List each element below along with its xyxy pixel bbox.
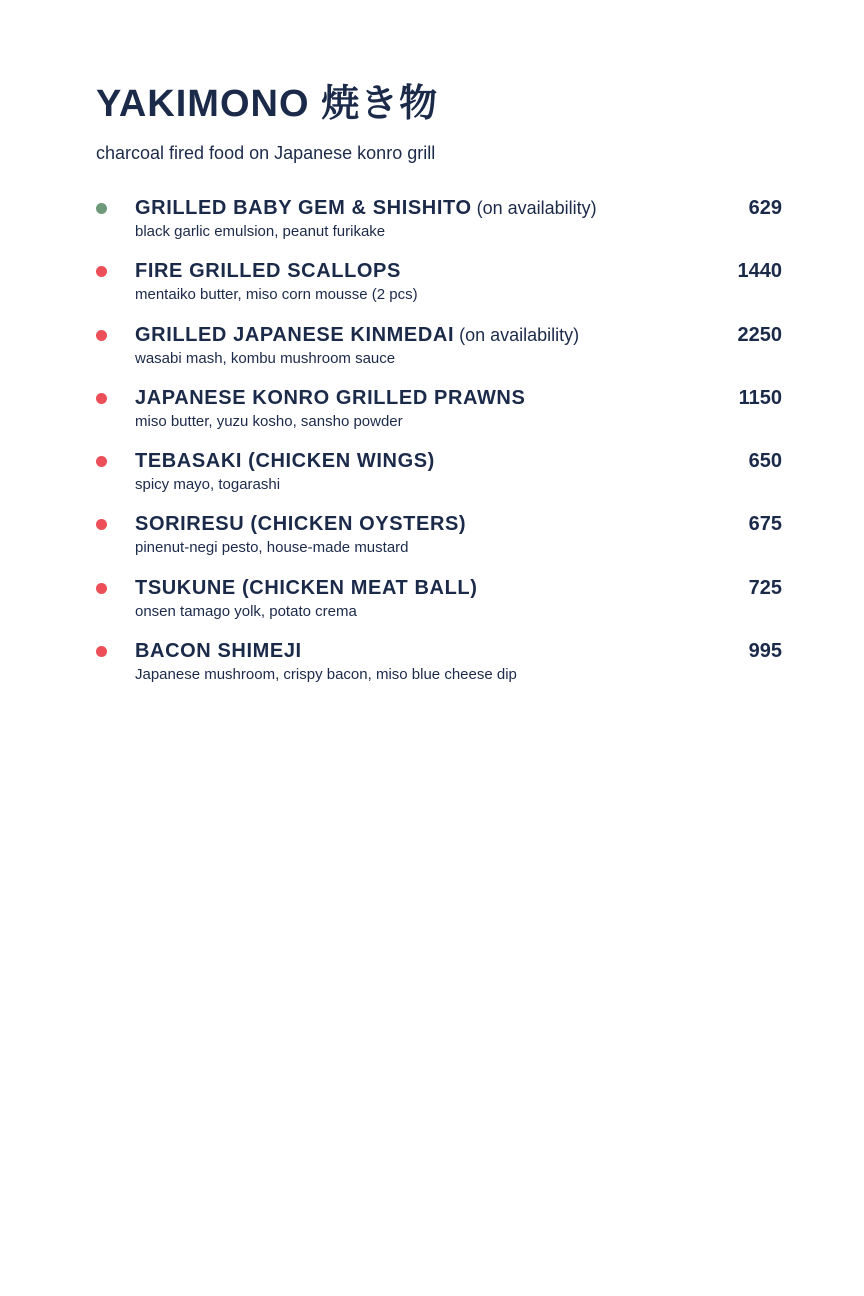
item-price: 629 (748, 197, 782, 219)
item-name-line (135, 637, 302, 667)
item-description: miso butter, yuzu kosho, sansho powder (135, 412, 403, 430)
menu-list (0, 194, 864, 700)
item-name: BACON SHIMEJI (135, 640, 302, 663)
menu-item (0, 637, 864, 700)
item-price: 1440 (737, 260, 782, 283)
item-name: TEBASAKI (CHICKEN WINGS) (135, 450, 435, 473)
section-title: YAKIMONO 焼き物 (96, 83, 439, 125)
section-subtitle: charcoal fired food on Japanese konro grill (96, 143, 436, 163)
item-name-line (135, 447, 435, 477)
menu-item (0, 321, 864, 384)
item-name-line (135, 384, 525, 414)
menu-item (0, 447, 864, 510)
non-veg-indicator-icon (96, 583, 107, 594)
item-name: JAPANESE KONRO GRILLED PRAWNS (135, 386, 526, 409)
non-veg-indicator-icon (96, 646, 107, 657)
menu-item (0, 510, 864, 573)
menu-item (0, 384, 864, 447)
item-name: TSUKUNE (CHICKEN MEAT BALL) (135, 576, 478, 599)
item-name: GRILLED BABY GEM & SHISHITO (135, 197, 472, 219)
menu-item (0, 574, 864, 637)
non-veg-indicator-icon (96, 519, 107, 530)
non-veg-indicator-icon (96, 330, 107, 341)
item-name-line (135, 510, 466, 540)
item-note: (on availability) (471, 198, 597, 218)
item-name-line (135, 574, 477, 604)
item-name: SORIRESU (CHICKEN OYSTERS) (135, 513, 467, 536)
item-description: black garlic emulsion, peanut furikake (135, 223, 386, 240)
veg-indicator-icon (96, 203, 107, 214)
non-veg-indicator-icon (96, 393, 107, 404)
menu-item (0, 194, 864, 257)
item-price: 675 (748, 513, 782, 536)
item-description: Japanese mushroom, crispy bacon, miso blue cheese dip (135, 666, 517, 684)
item-price: 725 (748, 576, 782, 599)
non-veg-indicator-icon (96, 266, 107, 277)
item-name-line (135, 257, 401, 287)
item-description: mentaiko butter, miso corn mousse (2 pcs) (135, 286, 418, 304)
item-price: 1150 (738, 386, 782, 409)
item-name: GRILLED JAPANESE KINMEDAI (135, 323, 455, 346)
item-name-line (135, 194, 597, 224)
item-price: 2250 (737, 323, 782, 346)
item-note: (on availability) (454, 324, 580, 345)
non-veg-indicator-icon (96, 456, 107, 467)
item-description: spicy mayo, togarashi (135, 476, 281, 494)
item-description: onsen tamago yolk, potato crema (135, 602, 357, 620)
menu-item (0, 257, 864, 320)
item-price: 995 (748, 640, 782, 663)
item-name: FIRE GRILLED SCALLOPS (135, 260, 401, 283)
item-name-line (135, 321, 579, 351)
item-description: wasabi mash, kombu mushroom sauce (135, 349, 396, 367)
item-price: 650 (748, 450, 782, 473)
item-description: pinenut-negi pesto, house-made mustard (135, 539, 409, 557)
